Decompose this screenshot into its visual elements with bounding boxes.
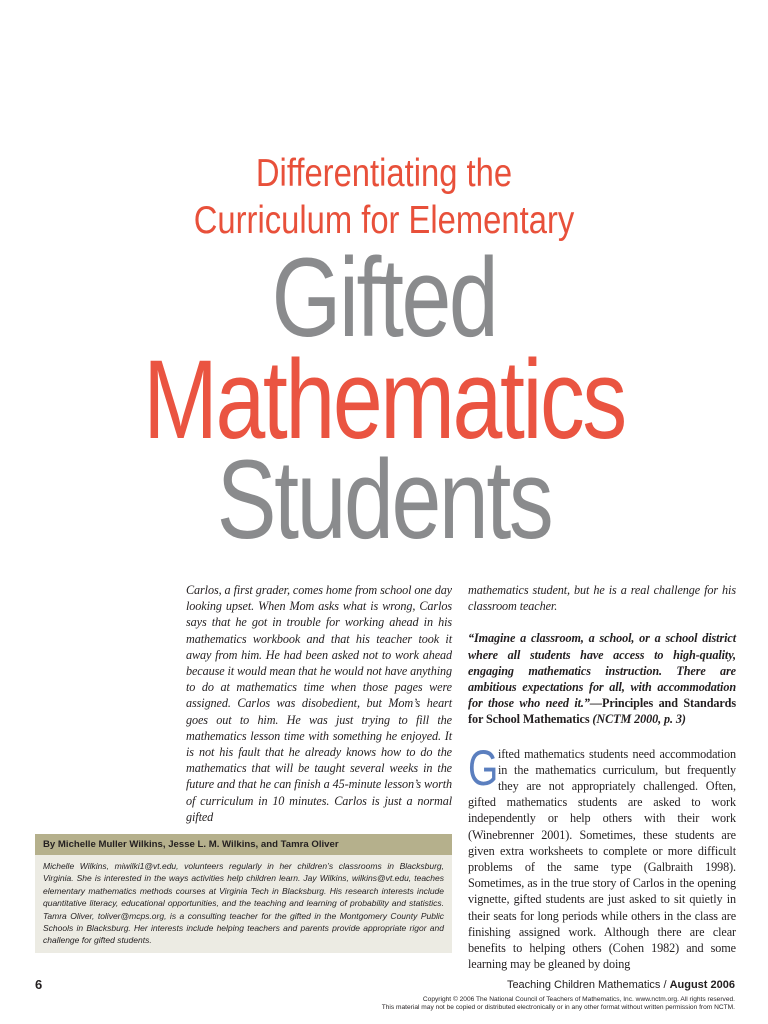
quote-source: Principles and Standards for School Mathematics [468, 696, 736, 727]
title-word-gifted: Gifted [271, 235, 497, 360]
author-box [35, 834, 452, 953]
body-paragraph-text: ifted mathematics students need accommodation in the mathematics curriculum, but frequently they are not appropriately challenged. Often, gifted mathematics students are asked to work independently or help others with their work (Winebrenner 2001). Sometimes, these students are given extra worksheets to complete or more difficult problems of the same type (Galbraith 1998). Sometimes, as in the true story of Carlos in the opening vignette, gifted students are just asked to sit quietly in their seats for long periods while others in the class are finishing assigned work. Although there are clear benefits to helping others (Cohen 1982) and some learning may be gleaned by doing [468, 746, 736, 972]
body-paragraph [468, 739, 736, 973]
journal-footer [507, 979, 735, 991]
intro-vignette: Carlos, a first grader, comes home from school one day looking upset. When Mom asks what is wrong, Carlos says that he got in trouble for working ahead in his mathematics workbook and that his teacher took it away from him. He had been asked not to work ahead because it would mean that he would not have anything to do at mathematics time when those pages were assigned. Carlos was disobedient, but Mom’s heart goes out to him. He was just trying to fill the mathematics lesson time with something he enjoyed. It is not his fault that he already knows how to do the mathematics that will be taught several weeks in the future and that he can finish a 45-minute lesson’s worth of curriculum in 10 minutes. Carlos is just a normal gifted [186, 583, 452, 824]
title-line-1: Differentiating the [255, 152, 513, 195]
title-word-students: Students [216, 437, 552, 562]
quote-text: “Imagine a classroom, a school, or a school district where all students have access to high-quality, engaging mathematics instruction. There are ambitious expectations for all, with accommodation for those who need it.”— [468, 631, 736, 711]
copyright-notice [382, 996, 735, 1012]
title-line-2: Curriculum for Elementary [193, 199, 575, 242]
journal-issue: August 2006 [669, 979, 735, 991]
title-word-mathematics: Mathematics [143, 337, 625, 462]
drop-cap: G [468, 739, 499, 796]
page-number: 6 [35, 977, 43, 992]
intro-column [186, 582, 452, 825]
author-byline: By Michelle Muller Wilkins, Jesse L. M. Wilkins, and Tamra Oliver [35, 834, 452, 855]
author-bio: Michelle Wilkins, miwilki1@vt.edu, volunteers regularly in her children’s classrooms in Blacksburg, Virginia. She is interested in the ways activities help children learn. Jay Wilkins, wilkins@vt.edu, teaches elementary mathematics methods courses at Virginia Tech in Blacksburg. His research interests include quantitative literacy, educational opportunities, and the teaching and learning of probability and statistics. Tamra Oliver, toliver@mcps.org, is a consulting teacher for the gifted in the Montgomery County Public Schools in Blacksburg. Her interests include helping teachers and parents provide appropriate rigor and challenge for gifted students. [35, 855, 452, 953]
copyright-line-2: This material may not be copied or distributed electronically or in any other format without written permission from NCTM. [381, 1004, 735, 1012]
intro-continued: mathematics student, but he is a real challenge for his classroom teacher. [468, 583, 736, 614]
quote-citation: (NCTM 2000, p. 3) [592, 712, 686, 727]
epigraph-quote [468, 630, 736, 727]
right-column [468, 582, 736, 972]
journal-name: Teaching Children Mathematics / [506, 979, 670, 991]
copyright-line-1: Copyright © 2006 The National Council of Teachers of Mathematics, Inc. www.nctm.org. All rights reserved. [422, 996, 735, 1003]
article-title [0, 150, 768, 562]
